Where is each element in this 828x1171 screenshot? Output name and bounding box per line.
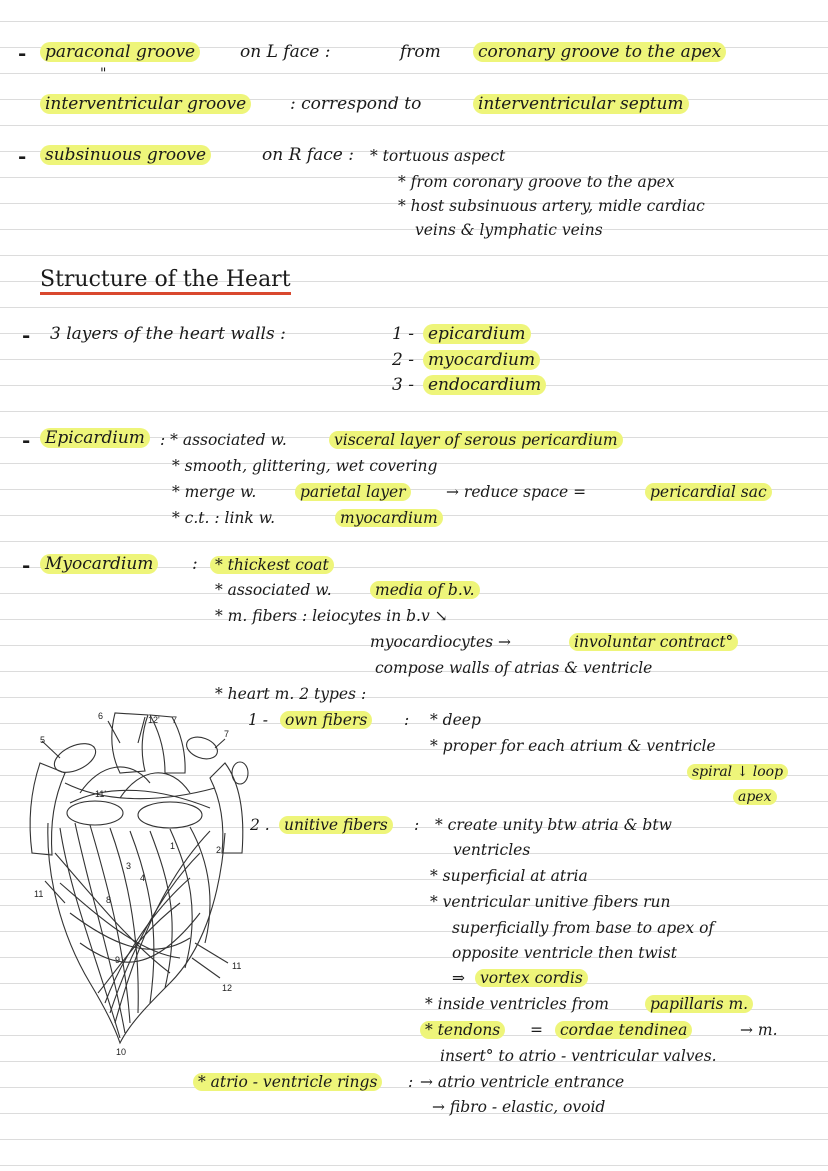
figure-label: 5: [40, 735, 46, 745]
unitive-b5-hl1: * tendons: [425, 1020, 500, 1040]
myocardium-b3a-hl: involuntar contract°: [574, 632, 733, 652]
interventricular-correspond: : correspond to: [290, 94, 422, 114]
unitive-b5b: insert° to atrio - ventricular valves.: [440, 1047, 717, 1065]
subsinuous-bullet-2: * from coronary groove to the apex: [398, 173, 675, 191]
bullet-dash: -: [22, 428, 31, 452]
figure-label: 12: [222, 983, 233, 993]
rings-b1: → atrio ventricle entrance: [420, 1073, 625, 1091]
unitive-b3c: opposite ventricle then twist: [452, 944, 677, 962]
epicardium-title: Epicardium: [45, 428, 145, 448]
figure-label: 7: [172, 715, 178, 725]
myocardium-b2-pre: * associated w.: [215, 581, 332, 599]
myocardium-b3: * m. fibers : leiocytes in b.v ↘: [215, 607, 448, 625]
own-fibers-num: 1 -: [248, 711, 269, 729]
figure-label: 11: [232, 961, 242, 971]
myocardium-b3b: compose walls of atrias & ventricle: [375, 659, 653, 677]
own-fibers-b2: * proper for each atrium & ventricle: [430, 737, 716, 755]
unitive-b3: * ventricular unitive fibers run: [430, 893, 671, 911]
myocardium-b3a-pre: myocardiocytes →: [370, 633, 512, 651]
ditto-mark: ": [100, 66, 107, 82]
subsinuous-face: on R face :: [262, 145, 354, 165]
bullet-dash: -: [18, 41, 27, 65]
own-fibers-term: own fibers: [285, 710, 367, 730]
bullet-dash: -: [18, 144, 27, 168]
own-fibers-spiral: spiral ↓ loop: [692, 762, 783, 782]
unitive-b3d-hl: vortex cordis: [480, 968, 583, 988]
figure-label: 9: [115, 955, 121, 965]
rings-b2: → fibro - elastic, ovoid: [432, 1098, 606, 1116]
subsinuous-term: subsinuous groove: [45, 145, 206, 165]
interventricular-term: interventricular groove: [45, 94, 246, 114]
unitive-b5-post: → m.: [740, 1021, 778, 1039]
myocardium-b4: * heart m. 2 types :: [215, 685, 367, 703]
paraconal-term: paraconal groove: [45, 42, 195, 62]
unitive-b4-pre: * inside ventricles from: [425, 995, 609, 1013]
unitive-fibers-colon: :: [414, 816, 420, 834]
epicardium-b4-pre: * c.t. : link w.: [172, 509, 276, 527]
paraconal-from: from: [400, 42, 441, 62]
unitive-b3d-pre: ⇒: [452, 969, 465, 987]
figure-label: 10: [116, 1047, 127, 1057]
figure-label: 4: [140, 873, 146, 883]
paraconal-range: coronary groove to the apex: [478, 42, 721, 62]
epicardium-b3-pre: * merge w.: [172, 483, 257, 501]
paraconal-face: on L face :: [240, 42, 331, 62]
epicardium-b1-pre: : * associated w.: [160, 431, 287, 449]
unitive-b3b: superficially from base to apex of: [452, 919, 715, 937]
bullet-dash: -: [22, 553, 31, 577]
unitive-fibers-term: unitive fibers: [284, 815, 388, 835]
unitive-b1: * create unity btw atria & btw: [435, 816, 672, 834]
section-heading: Structure of the Heart: [40, 270, 291, 295]
myocardium-b1: * thickest coat: [215, 555, 329, 575]
subsinuous-bullet-3: * host subsinuous artery, midle cardiac: [398, 197, 705, 215]
unitive-b4-hl: papillaris m.: [650, 994, 748, 1014]
figure-label: 11: [34, 889, 44, 899]
layer-2-num: 2 -: [392, 350, 414, 370]
epicardium-b3-hl1: parietal layer: [300, 482, 406, 502]
epicardium-b2: * smooth, glittering, wet covering: [172, 457, 438, 475]
figure-label: 12': [148, 715, 160, 725]
epicardium-b1-hl: visceral layer of serous pericardium: [334, 430, 618, 450]
myocardium-title: Myocardium: [45, 554, 153, 574]
figure-label: 6: [98, 711, 104, 721]
own-fibers-b1: * deep: [430, 711, 481, 729]
unitive-b5-hl2: cordae tendinea: [560, 1020, 687, 1040]
figure-label: 8: [106, 895, 112, 905]
layers-intro: 3 layers of the heart walls :: [50, 324, 286, 344]
figure-label: 7: [224, 729, 230, 739]
heart-muscle-fibers-illustration: [20, 703, 260, 1063]
subsinuous-bullet-4: veins & lymphatic veins: [415, 221, 603, 239]
epicardium-b3-mid: → reduce space =: [446, 483, 587, 501]
figure-label: 3: [126, 861, 132, 871]
unitive-b1b: ventricles: [453, 841, 531, 859]
unitive-b5-mid: =: [530, 1021, 543, 1039]
own-fibers-colon: :: [404, 711, 410, 729]
layer-3-num: 3 -: [392, 375, 414, 395]
epicardium-b3-hl2: pericardial sac: [650, 482, 767, 502]
layer-2-name: myocardium: [428, 350, 535, 370]
layer-3-name: endocardium: [428, 375, 541, 395]
unitive-fibers-num: 2 .: [250, 816, 270, 834]
interventricular-septum: interventricular septum: [478, 94, 684, 114]
myocardium-b2-hl: media of b.v.: [375, 580, 475, 600]
bullet-dash: -: [22, 323, 31, 347]
layer-1-name: epicardium: [428, 324, 526, 344]
rings-colon: :: [408, 1073, 414, 1091]
rings-term: * atrio - ventricle rings: [198, 1072, 377, 1092]
subsinuous-bullet-1: * tortuous aspect: [370, 147, 506, 165]
figure-label: 2: [216, 845, 222, 855]
epicardium-b4-hl: myocardium: [340, 508, 438, 528]
own-fibers-apex: apex: [738, 787, 772, 807]
unitive-b2: * superficial at atria: [430, 867, 588, 885]
figure-label: 1: [170, 841, 176, 851]
figure-label: 11': [95, 789, 107, 799]
myocardium-colon: :: [192, 554, 198, 574]
layer-1-num: 1 -: [392, 324, 414, 344]
